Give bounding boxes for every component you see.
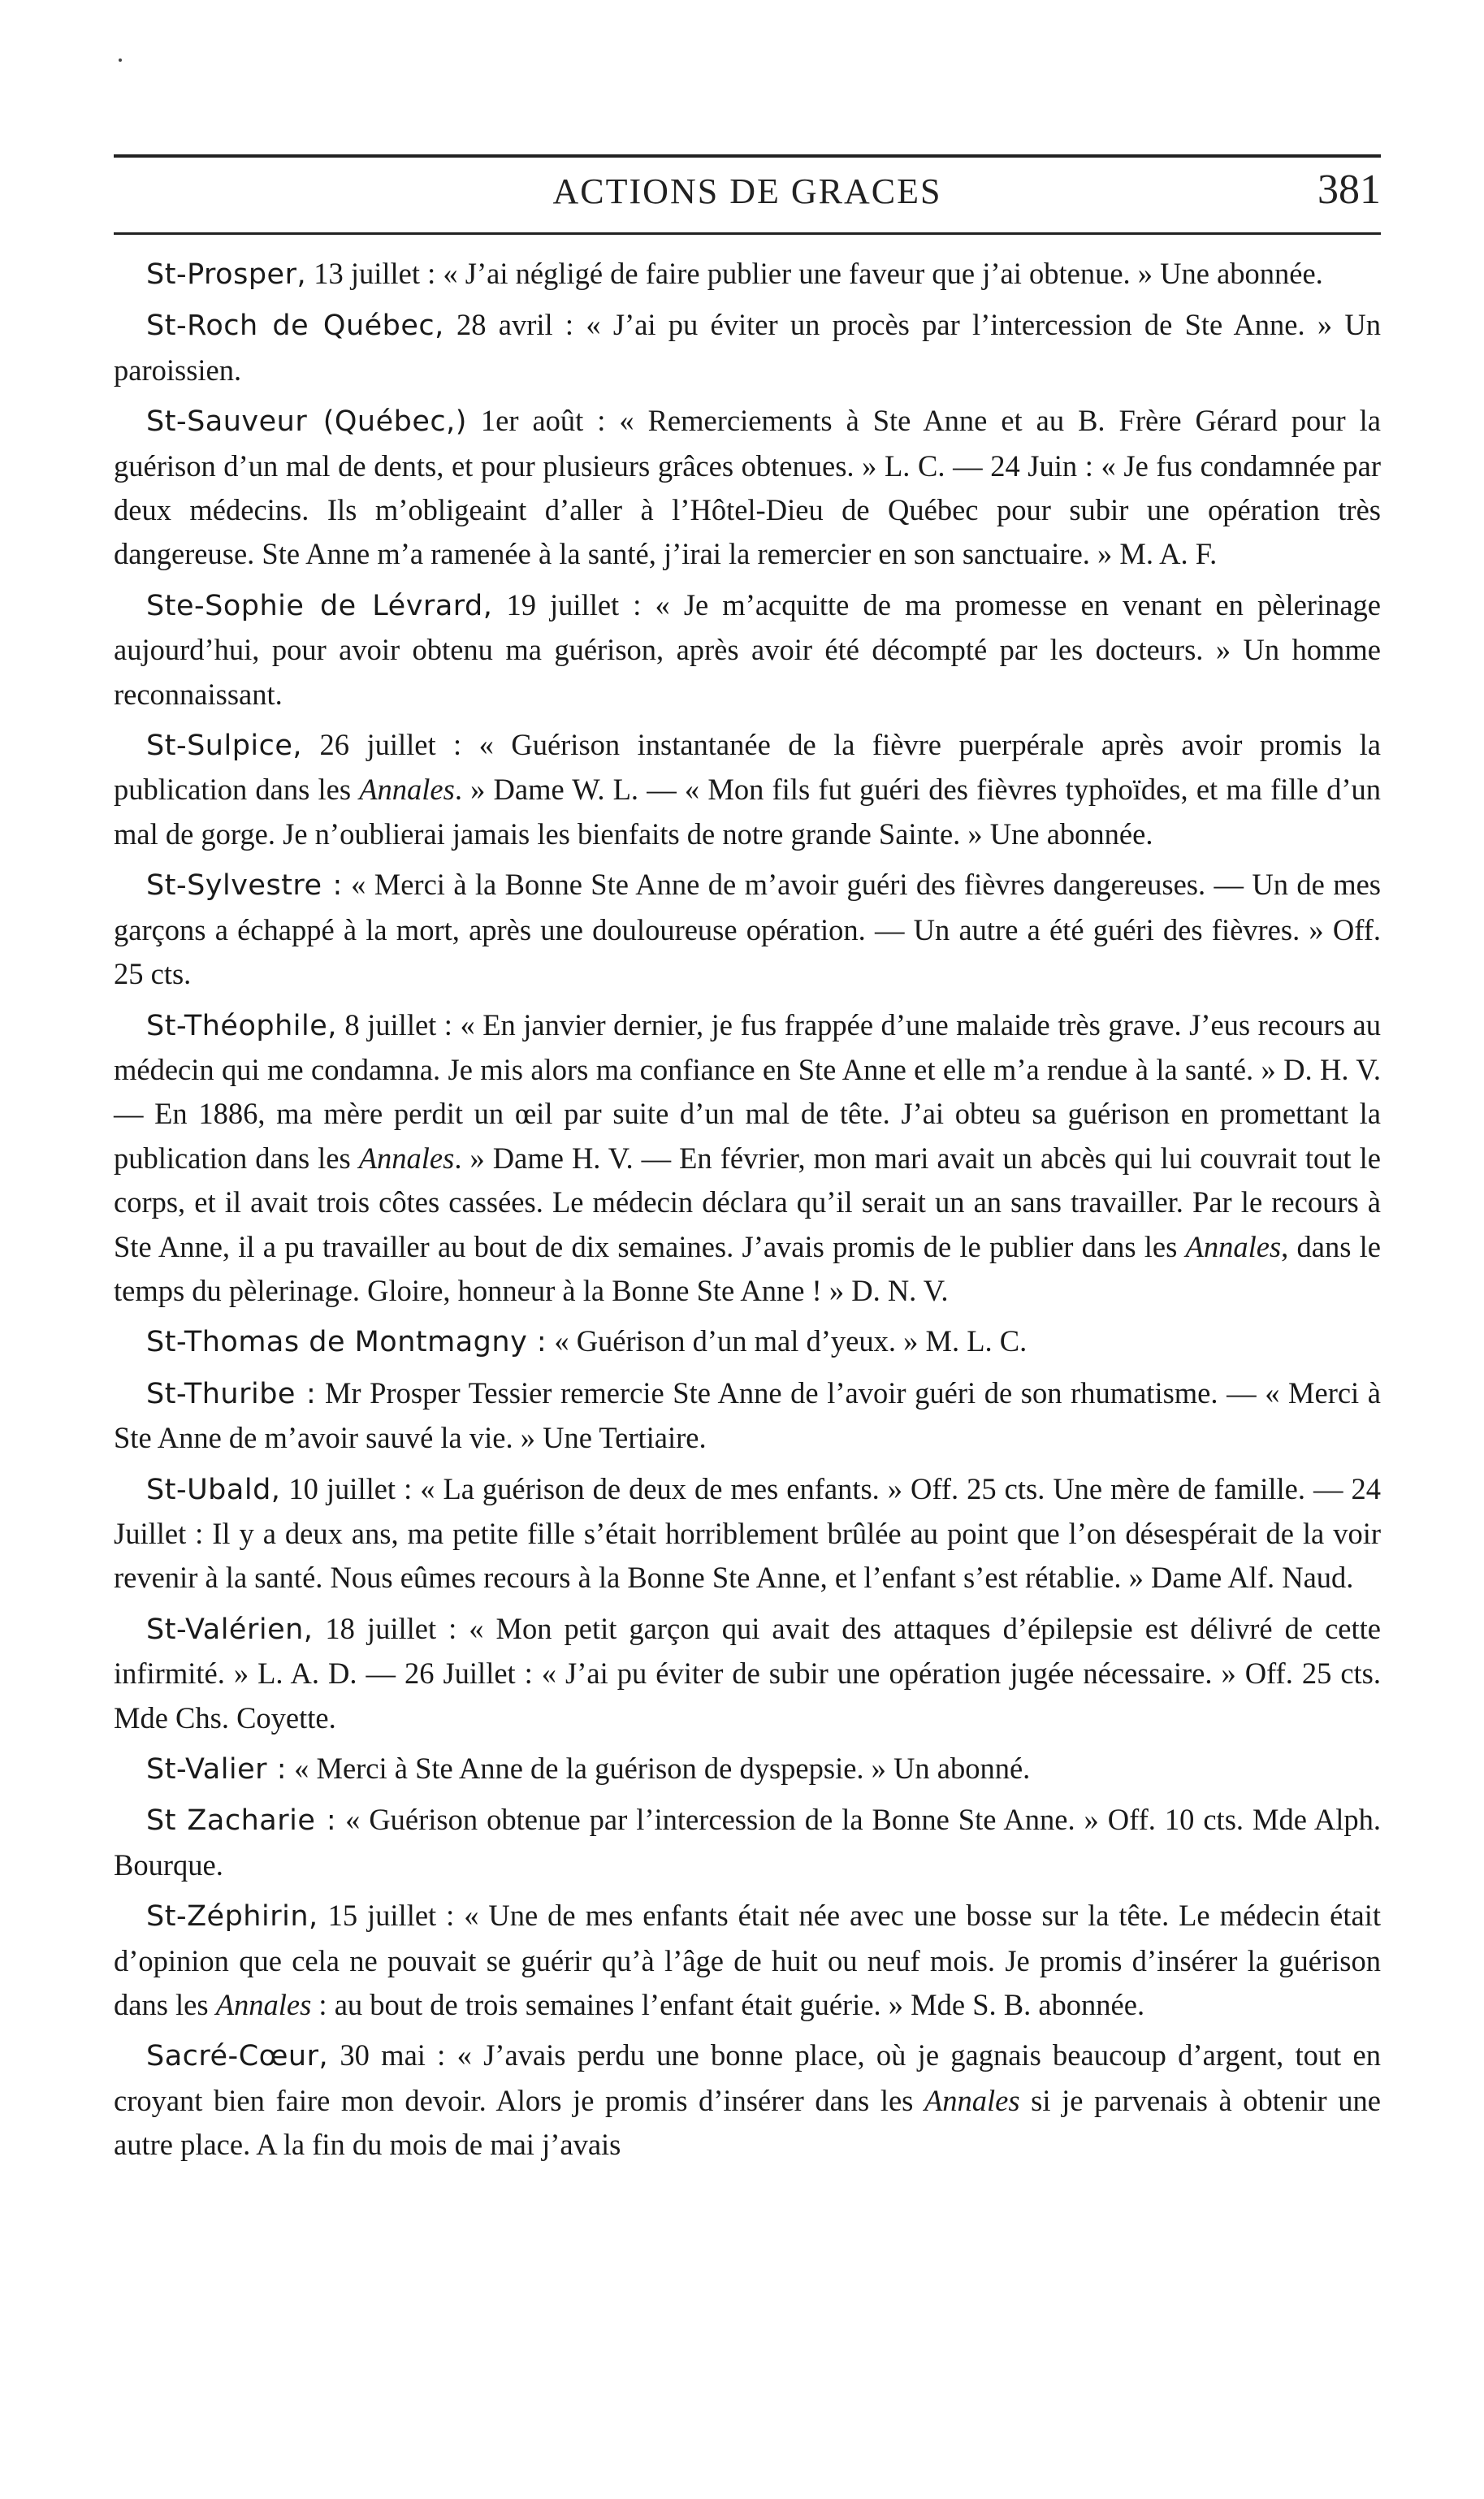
place-name: St-Thuribe : bbox=[146, 1377, 317, 1410]
running-head: ACTIONS DE GRACES bbox=[552, 171, 942, 211]
entry-text: 1er août : « Remerciements à Ste Anne et au B. Frère Gérard pour la guérison d’un mal de dents, et pour plusieurs grâces obtenues. » L. C. — 24 Juin : « Je fus condamnée par deux médecins. Ils m’obligeaint d’aller à l’Hôtel-Dieu de Québec pour subir une opération très dangereuse. Ste Anne m’a ramenée à la santé, j’irai la remercier en son sanctuaire. » M. A. F. bbox=[114, 404, 1381, 571]
entry-text: 28 avril : « J’ai pu éviter un procès par l’intercession de Ste Anne. » Un paroissien. bbox=[114, 308, 1381, 387]
thanksgiving-entries bbox=[114, 252, 1381, 2174]
place-name: Sacré-Cœur, bbox=[146, 2040, 329, 2073]
place-name: St-Valier : bbox=[146, 1753, 287, 1786]
entry-text: 10 juillet : « La guérison de deux de mes enfants. » Off. 25 cts. Une mère de famille. — 24 Juillet : Il y a deux ans, ma petite fille s’était horriblement brûlée au point que l’on désespérait de la voir revenir à la santé. Nous eûmes recours à la Bonne Ste Anne, et l’enfant s’est rétablie. » Dame Alf. Naud. bbox=[114, 1471, 1381, 1595]
page-number: 381 bbox=[1317, 167, 1381, 213]
entry-text: « Merci à Ste Anne de la guérison de dyspepsie. » Un abonné. bbox=[286, 1752, 1031, 1785]
entry-st-sauveur bbox=[114, 399, 1381, 577]
margin-speck bbox=[119, 58, 122, 62]
entry-text: 30 mai : « J’avais perdu une bonne place, où je gagnais beaucoup d’argent, tout en croyant bien faire mon devoir. Alors je promis d’insérer dans les bbox=[114, 2038, 1381, 2117]
entry-st-ubald bbox=[114, 1467, 1381, 1600]
italic-title: Annales bbox=[358, 1141, 455, 1175]
entry-st-sulpice bbox=[114, 723, 1381, 856]
entry-text: 18 juillet : « Mon petit garçon qui avait des attaques d’épilepsie est délivré de cette infirmité. » L. A. D. — 26 Juillet : « J’ai pu éviter de subir une opération jugée nécessaire. » Off. 25 cts. Mde Chs. Coyette. bbox=[114, 1611, 1381, 1735]
header-rule-top bbox=[114, 154, 1381, 158]
entry-text: « Merci à la Bonne Ste Anne de m’avoir guéri des fièvres dangereuses. — Un de mes garçons a échappé à la mort, après une douloureuse opération. — Un autre a été guéri des fièvres. » Off. 25 cts. bbox=[114, 868, 1381, 991]
entry-st-thuribe bbox=[114, 1371, 1381, 1461]
italic-title: Annales bbox=[215, 1988, 312, 2022]
place-name: St-Ubald, bbox=[146, 1473, 281, 1506]
italic-title: Annales bbox=[1185, 1229, 1282, 1263]
italic-title: Annales bbox=[359, 773, 455, 807]
entry-st-roch-de-quebec bbox=[114, 303, 1381, 392]
entry-text: 15 juillet : « Une de mes enfants était née avec une bosse sur la tête. Le médecin était d’opinion que cela ne pouvait se guérir qu’à l’âge de huit ou neuf mois. Je promis d’insérer la guérison dans les bbox=[114, 1899, 1381, 2022]
place-name: St-Thomas de Montmagny : bbox=[146, 1326, 547, 1359]
entry-text: . » Dame H. V. — En février, mon mari avait un abcès qui lui couvrait tout le corps, et il avait trois côtes cassées. Le médecin déclara qu’il serait un an sans travailler. Par le recours à Ste Anne, il a pu travailler au bout de dix semaines. J’avais promis de le publier dans les bbox=[114, 1141, 1381, 1263]
place-name: Ste-Sophie de Lévrard, bbox=[146, 589, 493, 622]
entry-st-thomas-de-montmagny bbox=[114, 1319, 1381, 1364]
entry-text: Mr Prosper Tessier remercie Ste Anne de l’avoir guéri de son rhumatisme. — « Merci à Ste Anne de m’avoir sauvé la vie. » Une Tertiaire. bbox=[114, 1375, 1381, 1455]
place-name: St-Valérien, bbox=[146, 1613, 314, 1646]
entry-sacre-coeur bbox=[114, 2033, 1381, 2167]
place-name: St-Zéphirin, bbox=[146, 1900, 318, 1934]
entry-text: 26 juillet : « Guérison instantanée de la fièvre puerpérale après avoir promis la publication dans les bbox=[114, 728, 1381, 807]
entry-text: : au bout de trois semaines l’enfant était guérie. » Mde S. B. abonnée. bbox=[311, 1988, 1145, 2022]
place-name: St-Roch de Québec, bbox=[146, 310, 444, 343]
place-name: St-Prosper, bbox=[146, 258, 307, 291]
entry-st-zacharie bbox=[114, 1798, 1381, 1887]
header-rule-bottom bbox=[114, 232, 1381, 235]
entry-st-zephirin bbox=[114, 1894, 1381, 2027]
entry-text: « Guérison obtenue par l’intercession de la Bonne Ste Anne. » Off. 10 cts. Mde Alph. Bourque. bbox=[114, 1803, 1381, 1882]
entry-text: 19 juillet : « Je m’acquitte de ma promesse en venant en pèlerinage aujourd’hui, pour avoir obtenu ma guérison, après avoir été décompté par les docteurs. » Un homme reconnaissant. bbox=[114, 587, 1381, 711]
entry-st-valerien bbox=[114, 1607, 1381, 1740]
entry-text: 8 juillet : « En janvier dernier, je fus frappée d’une malaide très grave. J’eus recours au médecin qui me condamna. Je mis alors ma confiance en Ste Anne et elle m’a rendue à la santé. » D. H. V. — En 1886, ma mère perdit un œil par suite d’un mal de tête. J’ai obteu sa guérison en promettant la publication dans les bbox=[114, 1007, 1381, 1175]
entry-text: si je parvenais à obtenir une autre place. A la fin du mois de mai j’avais bbox=[114, 2083, 1381, 2162]
entry-st-valier bbox=[114, 1747, 1381, 1791]
entry-ste-sophie-de-levrard bbox=[114, 583, 1381, 717]
entry-text: . » Dame W. L. — « Mon fils fut guéri des fièvres typhoïdes, et ma fille d’un mal de gorge. Je n’oublierai jamais les bienfaits de notre grande Sainte. » Une abonnée. bbox=[114, 773, 1381, 851]
place-name: St-Sulpice, bbox=[146, 730, 303, 763]
place-name: St-Sauveur (Québec,) bbox=[146, 405, 467, 439]
italic-title: Annales bbox=[924, 2083, 1020, 2117]
entry-st-sylvestre bbox=[114, 863, 1381, 996]
entry-st-prosper bbox=[114, 252, 1381, 297]
page-header bbox=[114, 167, 1381, 227]
entry-text: « Guérison d’un mal d’yeux. » M. L. C. bbox=[547, 1324, 1028, 1358]
place-name: St Zacharie : bbox=[146, 1804, 337, 1838]
place-name: St-Théophile, bbox=[146, 1009, 337, 1042]
entry-text: 13 juillet : « J’ai négligé de faire publier une faveur que j’ai obtenue. » Une abonnée. bbox=[306, 257, 1323, 290]
entry-st-theophile bbox=[114, 1003, 1381, 1314]
place-name: St-Sylvestre : bbox=[146, 869, 343, 903]
entry-text: , dans le temps du pèlerinage. Gloire, honneur à la Bonne Ste Anne ! » D. N. V. bbox=[114, 1229, 1381, 1307]
